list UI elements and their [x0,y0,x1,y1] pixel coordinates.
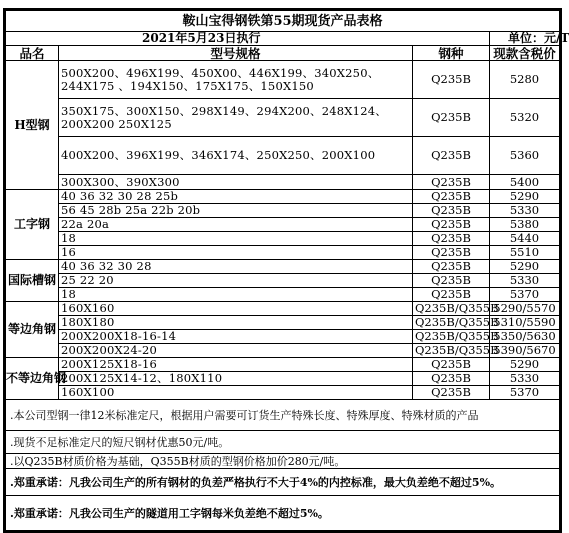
spec-cell: 40 36 32 30 28 25b [59,190,413,204]
steel-grade-cell: Q235B [413,61,490,99]
note-text: .以Q235B材质价格为基础，Q355B材质的型钢价格加价280元/吨。 [6,454,560,469]
price-cell: 5330 [490,372,560,386]
spec-cell: 18 [59,288,413,302]
spec-cell: 200X200X24-20 [59,344,413,358]
steel-grade-cell: Q235B [413,99,490,137]
table-row [6,246,560,260]
price-cell: 5320 [490,99,560,137]
steel-grade-cell: Q235B [413,218,490,232]
category-name: 国际槽钢 [6,260,59,302]
steel-grade-cell: Q235B/Q355B [413,302,490,316]
price-cell: 5360 [490,137,560,175]
price-cell: 5370 [490,386,560,400]
price-cell: 5400 [490,175,560,190]
table-row [6,330,560,344]
category-name: 等边角钢 [6,302,59,358]
effective-date: 2021年5月23日执行 [6,32,490,46]
steel-grade-cell: Q235B/Q355B [413,316,490,330]
note-text: .现货不足标准定尺的短尺钢材优惠50元/吨。 [6,431,560,454]
table-row [6,204,560,218]
steel-grade-cell: Q235B [413,386,490,400]
steel-grade-cell: Q235B [413,175,490,190]
table-row [6,358,560,372]
spec-cell: 300X300、390X300 [59,175,413,190]
steel-grade-cell: Q235B [413,204,490,218]
table-row [6,61,560,99]
price-cell: 5290 [490,190,560,204]
price-cell: 5290 [490,358,560,372]
category-name: 工字钢 [6,190,59,260]
header-steel: 钢种 [413,46,490,61]
spec-cell: 200X125X14-12、180X110 [59,372,413,386]
spec-cell: 200X200X18-16-14 [59,330,413,344]
note-text: .本公司型钢一律12米标准定尺，根据用户需要可订货生产特殊长度、特殊厚度、特殊材质的产品 [6,400,560,431]
table-row [6,302,560,316]
spec-cell: 56 45 28b 25a 22b 20b [59,204,413,218]
header-name: 品名 [6,46,59,61]
steel-grade-cell: Q235B/Q355B [413,344,490,358]
table-row [6,175,560,190]
spec-cell: 18 [59,232,413,246]
spec-cell: 16 [59,246,413,260]
table-row [6,260,560,274]
note-text: .郑重承诺：凡我公司生产的隧道用工字钢每米负差绝不超过5%。 [6,496,560,531]
spec-cell: 25 22 20 [59,274,413,288]
spec-cell: 400X200、396X199、346X174、250X250、200X100 [59,137,413,175]
steel-grade-cell: Q235B [413,260,490,274]
table-row [6,274,560,288]
table-row [6,232,560,246]
table-row [6,316,560,330]
price-cell: 5510 [490,246,560,260]
category-name: H型钢 [6,61,59,190]
table-row [6,344,560,358]
steel-grade-cell: Q235B/Q355B [413,330,490,344]
header-price: 现款含税价 [490,46,560,61]
category-name: 不等边角钢 [6,358,59,400]
table-row [6,218,560,232]
price-cell: 5380 [490,218,560,232]
price-cell: 5370 [490,288,560,302]
spec-cell: 200X125X18-16 [59,358,413,372]
table-row [6,372,560,386]
table-row [6,137,560,175]
spec-cell: 40 36 32 30 28 [59,260,413,274]
price-cell: 5390/5670 [490,344,560,358]
spec-cell: 160X100 [59,386,413,400]
header-spec: 型号规格 [59,46,413,61]
table-title: 鞍山宝得钢铁第55期现货产品表格 [6,11,560,32]
steel-grade-cell: Q235B [413,137,490,175]
table-row [6,190,560,204]
table-row [6,99,560,137]
price-cell: 5440 [490,232,560,246]
steel-grade-cell: Q235B [413,274,490,288]
steel-grade-cell: Q235B [413,372,490,386]
price-table [3,8,569,533]
price-cell: 5290 [490,260,560,274]
spec-cell: 160X160 [59,302,413,316]
steel-grade-cell: Q235B [413,190,490,204]
note-text: .郑重承诺：凡我公司生产的所有钢材的负差严格执行不大于4%的内控标准，最大负差绝不超过5%。 [6,469,560,496]
table-row [6,288,560,302]
table-row [6,386,560,400]
steel-grade-cell: Q235B [413,246,490,260]
price-cell: 5330 [490,274,560,288]
spec-cell: 350X175、300X150、298X149、294X200、248X124、200X200 250X125 [59,99,413,137]
steel-grade-cell: Q235B [413,232,490,246]
price-cell: 5350/5630 [490,330,560,344]
price-cell: 5280 [490,61,560,99]
spec-cell: 22a 20a [59,218,413,232]
steel-grade-cell: Q235B [413,288,490,302]
price-cell: 5290/5570 [490,302,560,316]
price-cell: 5330 [490,204,560,218]
spec-cell: 500X200、496X199、450X00、446X199、340X250、244X175 、194X150、175X175、150X150 [59,61,413,99]
unit-label: 单位：元/T [490,32,560,46]
price-cell: 5310/5590 [490,316,560,330]
steel-grade-cell: Q235B [413,358,490,372]
spec-cell: 180X180 [59,316,413,330]
